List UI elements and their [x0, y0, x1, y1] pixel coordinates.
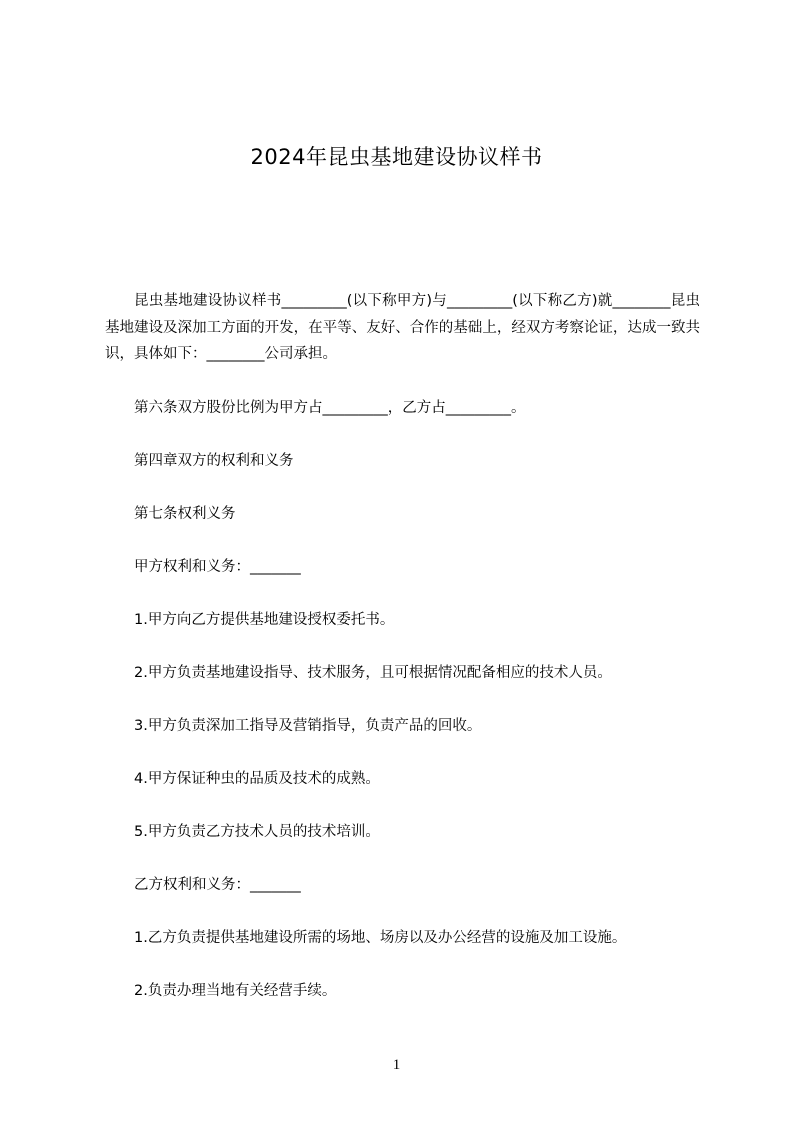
document-title: 2024年昆虫基地建设协议样书 [250, 145, 543, 169]
party-a-item-5: 5.甲方负责乙方技术人员的技术培训。 [134, 824, 380, 840]
party-a-item-4: 4.甲方保证种虫的品质及技术的成熟。 [134, 771, 380, 787]
party-b-heading: 乙方权利和义务：_______ [134, 877, 301, 893]
chapter-heading-rights: 第四章双方的权利和义务 [134, 453, 294, 469]
page-number: 1 [392, 1057, 401, 1073]
party-b-item-2: 2.负责办理当地有关经营手续。 [134, 983, 337, 999]
intro-paragraph: 昆虫基地建设协议样书_________(以下称甲方)与_________(以下称乙方)就________昆虫基地建设及深加工方面的开发，在平等、友好、合作的基础上，经双方考察论证，达成一致共识，具体如下：________公司承担。 [105, 293, 700, 362]
party-a-item-2: 2.甲方负责基地建设指导、技术服务，且可根据情况配备相应的技术人员。 [134, 665, 612, 681]
party-a-item-1: 1.甲方向乙方提供基地建设授权委托书。 [134, 612, 395, 628]
clause-heading-rights-obligations: 第七条权利义务 [134, 506, 236, 522]
party-b-item-1: 1.乙方负责提供基地建设所需的场地、场房以及办公经营的设施及加工设施。 [134, 930, 627, 946]
clause-share-ratio: 第六条双方股份比例为甲方占_________，乙方占_________。 [134, 400, 526, 416]
party-a-item-3: 3.甲方负责深加工指导及营销指导，负责产品的回收。 [134, 718, 482, 734]
party-a-heading: 甲方权利和义务：_______ [134, 559, 301, 575]
